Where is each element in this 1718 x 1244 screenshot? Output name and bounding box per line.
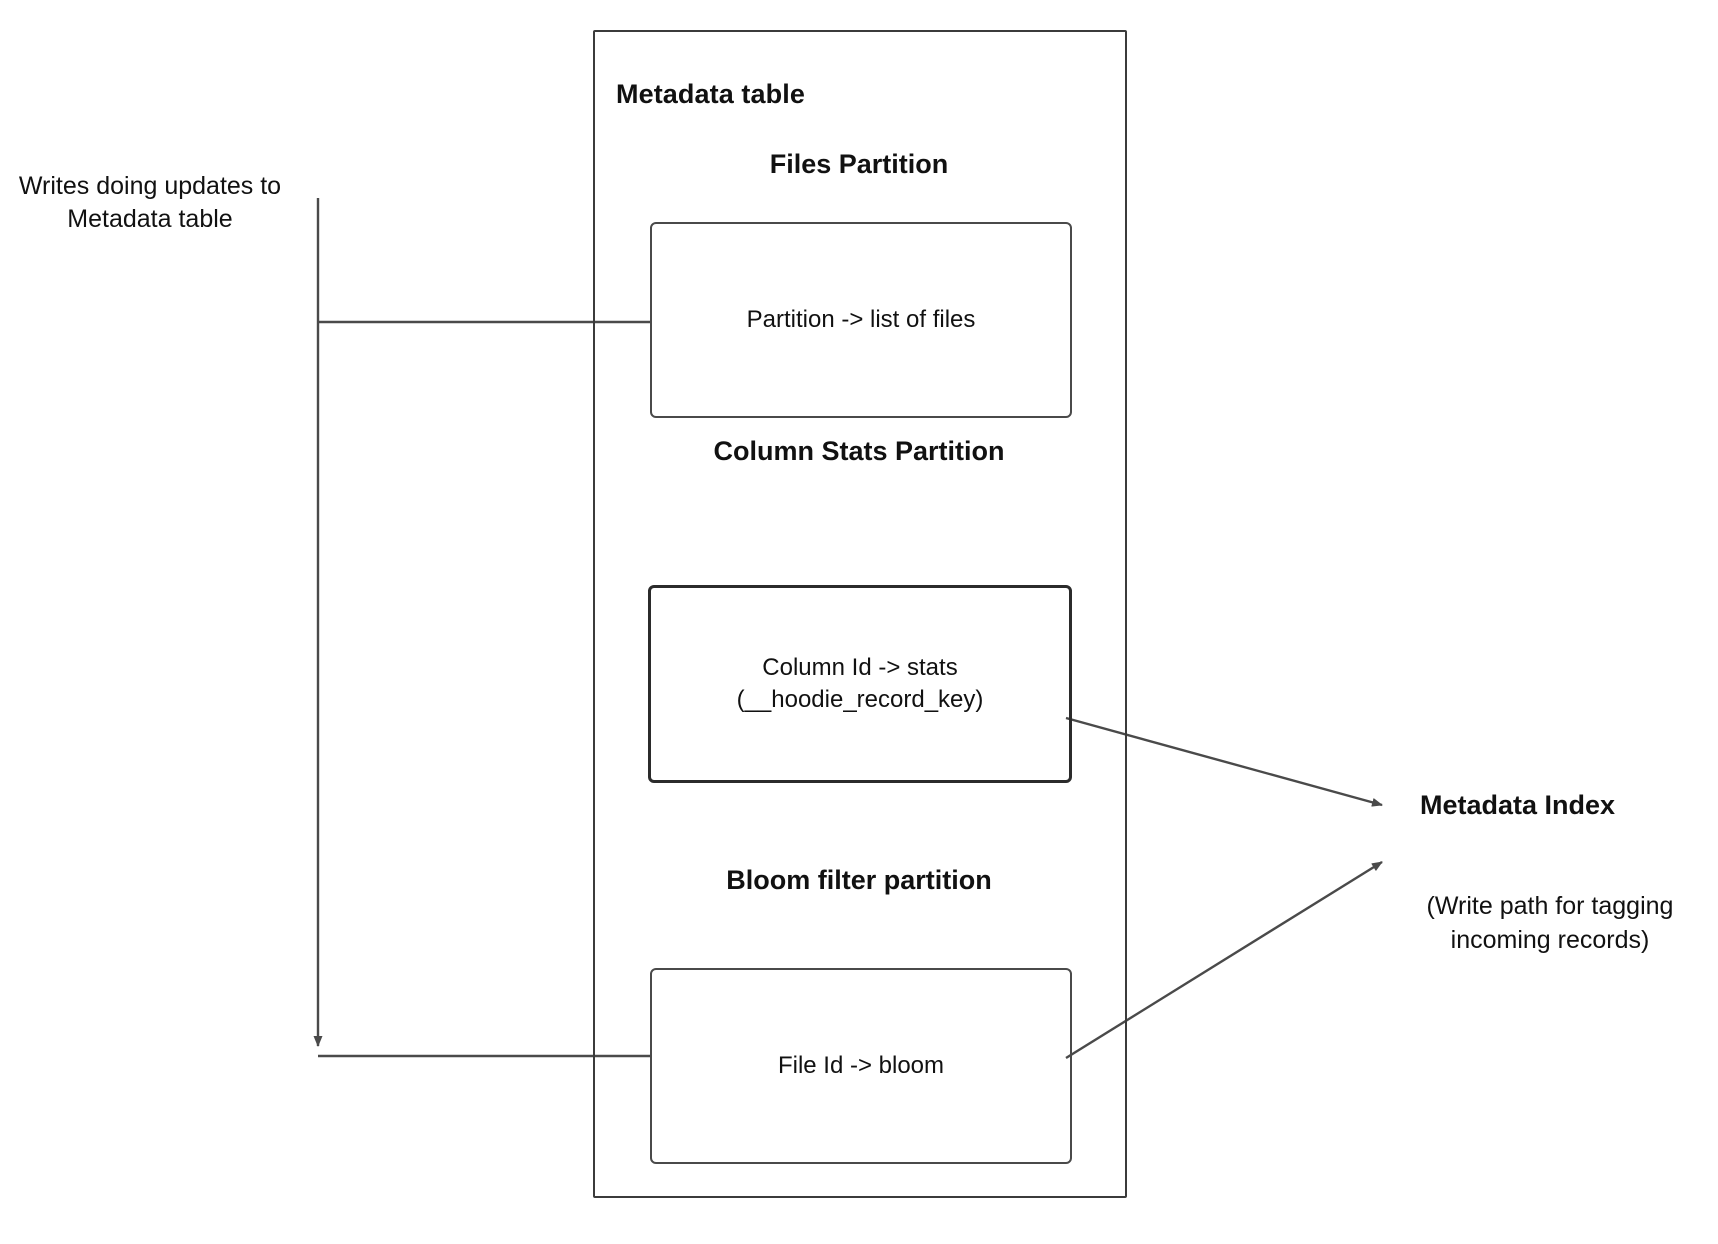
bloom-filter-partition-box	[650, 968, 1072, 1164]
metadata-index-title: Metadata Index	[1420, 790, 1616, 820]
column-stats-box-text	[737, 652, 984, 717]
files-partition-box-text: Partition -> list of files	[746, 305, 976, 333]
writes-label: Writes doing updates to Metadata table	[18, 172, 282, 234]
column-stats-partition-box	[648, 585, 1072, 783]
column-stats-box-line1: Column Id -> stats	[762, 653, 958, 681]
bloom-filter-box-text: File Id -> bloom	[777, 1051, 945, 1079]
files-partition-heading: Files Partition	[769, 149, 949, 179]
bloom-filter-partition-heading: Bloom filter partition	[726, 865, 992, 895]
column-stats-partition-heading: Column Stats Partition	[713, 436, 1005, 466]
metadata-index-note: (Write path for tagging incoming records)	[1426, 892, 1674, 954]
metadata-table-title: Metadata table	[616, 79, 805, 109]
column-stats-box-line2: (__hoodie_record_key)	[736, 686, 984, 713]
files-partition-box	[650, 222, 1072, 418]
